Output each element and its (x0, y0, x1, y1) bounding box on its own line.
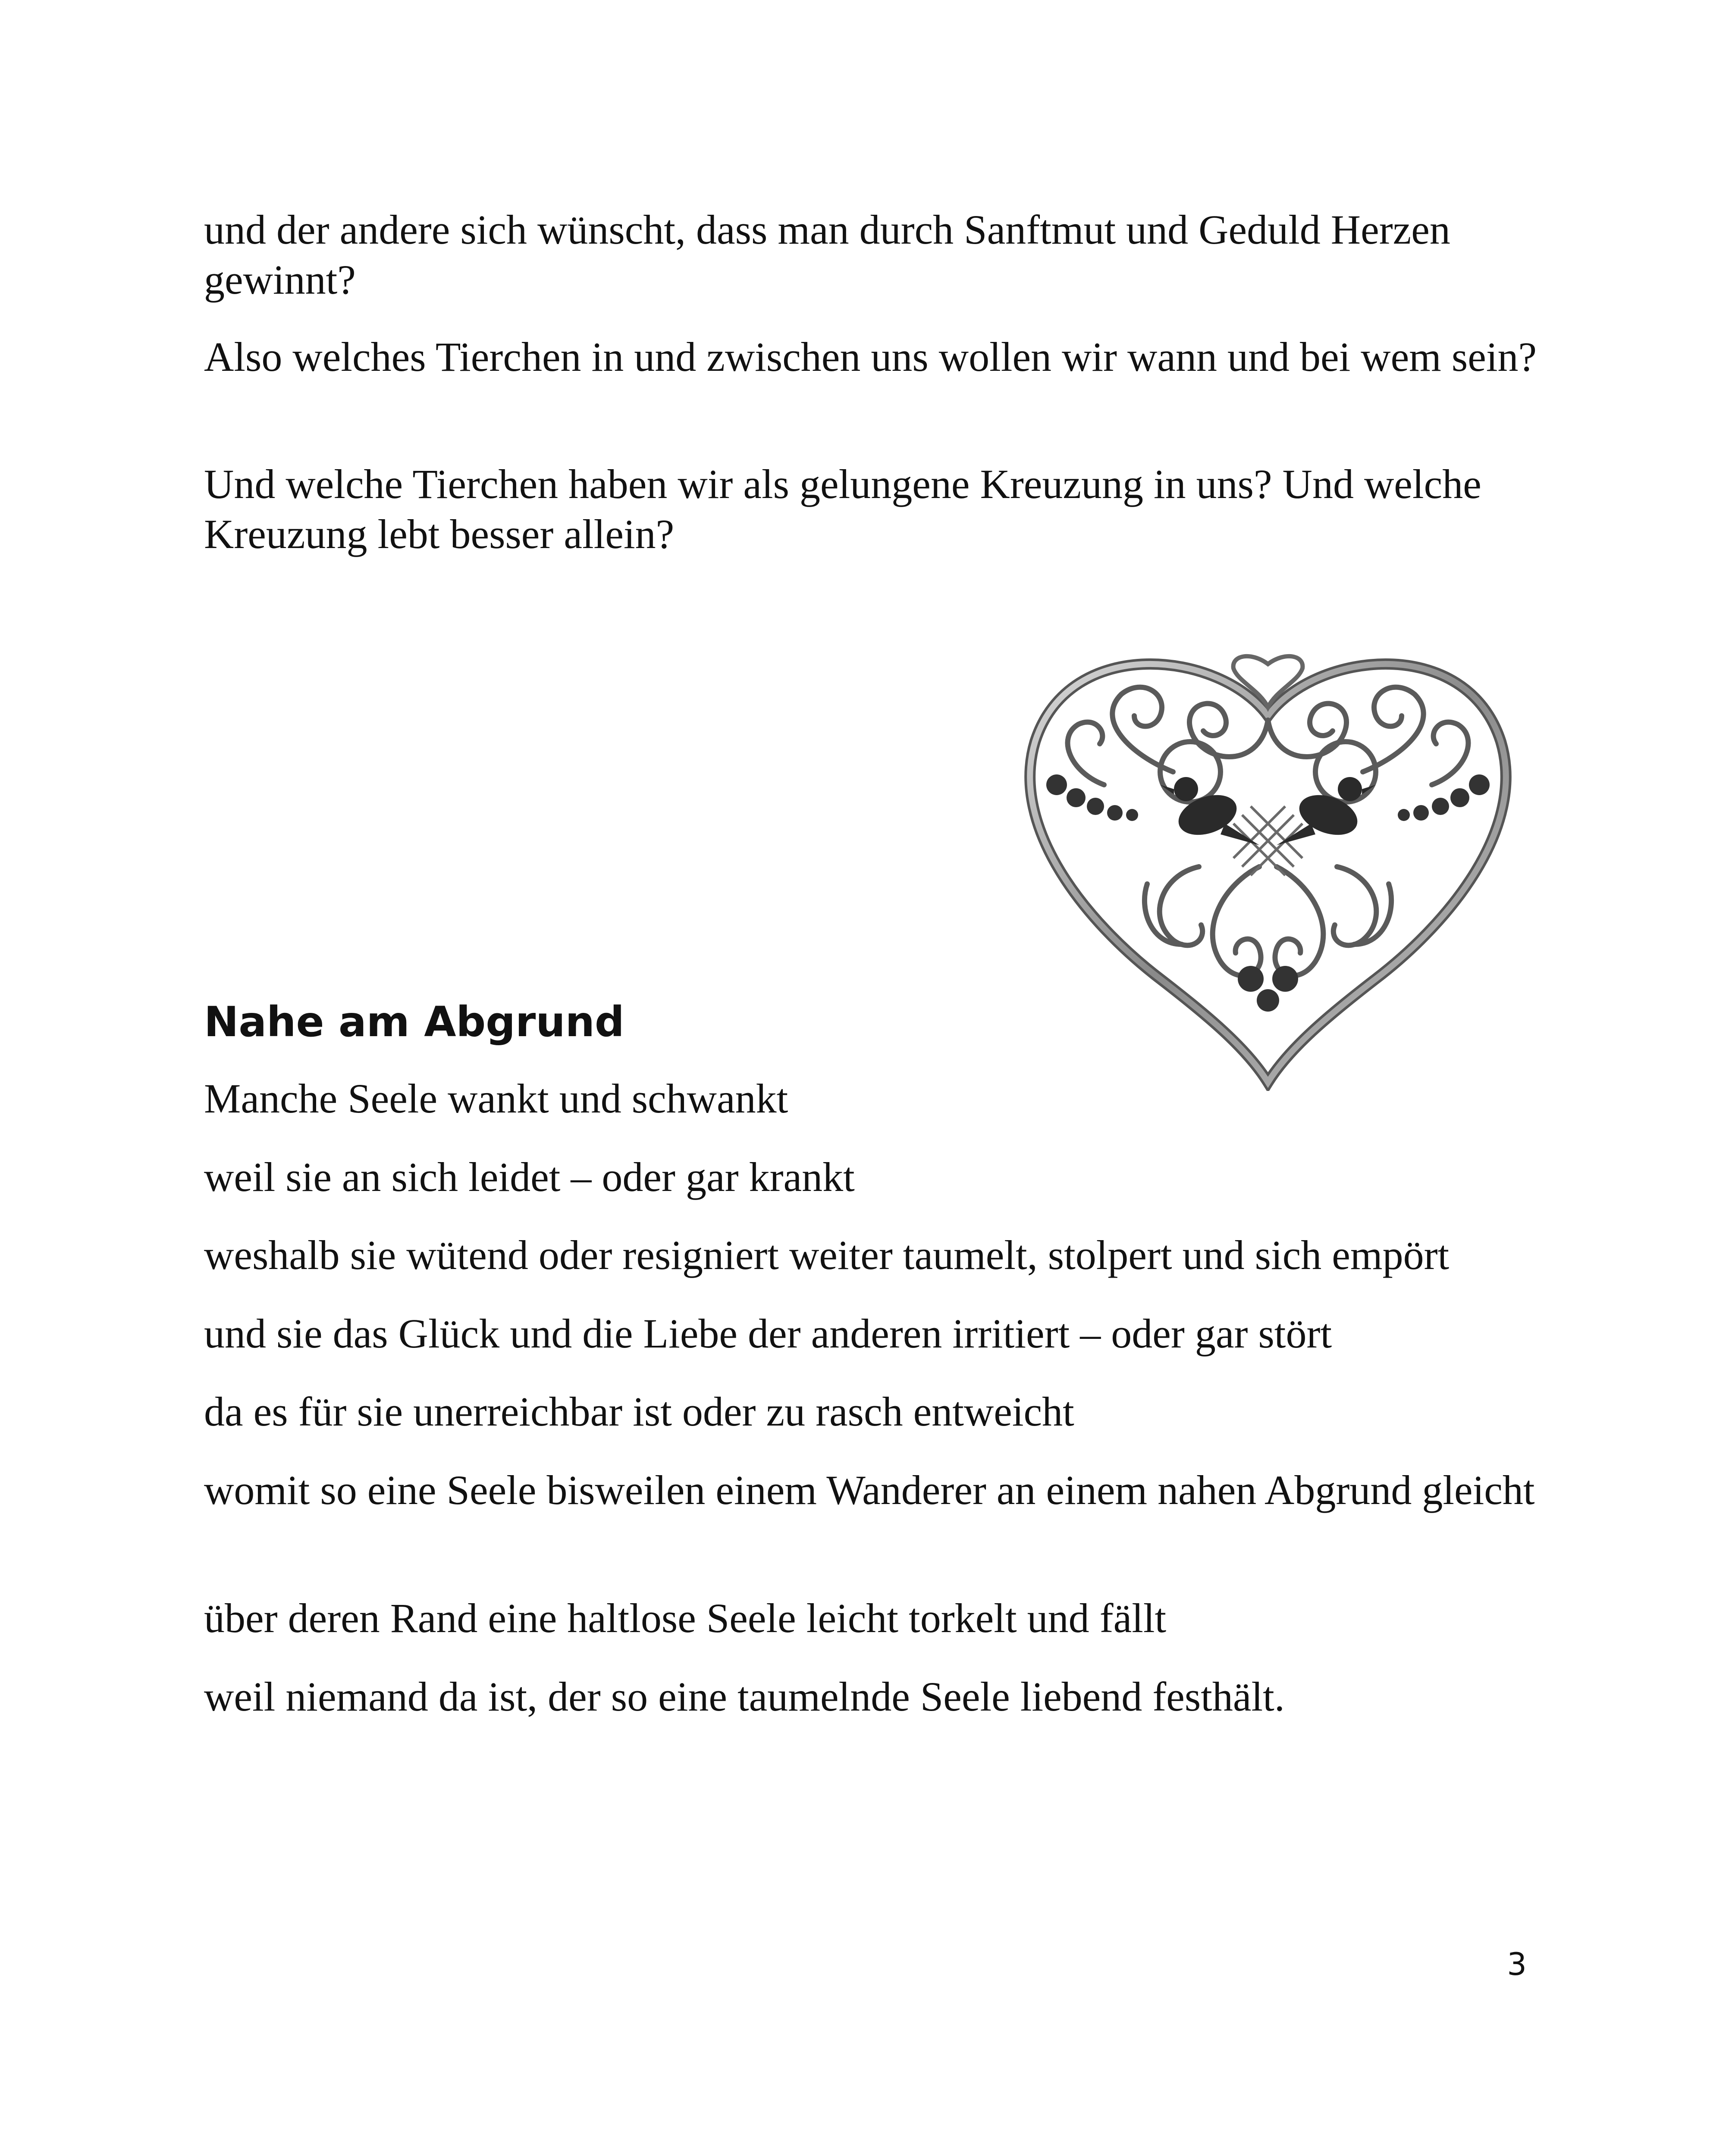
poem-line-2: weil sie an sich leidet – oder gar krankt (204, 1154, 855, 1200)
page-number: 3 (1507, 1946, 1527, 1982)
poem-line-4: und sie das Glück und die Liebe der anderen irritiert – oder gar stört (204, 1310, 1332, 1357)
poem-line-6: womit so eine Seele bisweilen einem Wanderer an einem nahen Abgrund gleicht (204, 1467, 1535, 1513)
poem-line-8: weil niemand da ist, der so eine taumelnde Seele liebend festhält. (204, 1673, 1285, 1720)
poem-line-5: da es für sie unerreichbar ist oder zu rasch entweicht (204, 1388, 1074, 1435)
poem-line-7: über deren Rand eine haltlose Seele leicht torkelt und fällt (204, 1595, 1167, 1641)
intro-paragraph-2: Also welches Tierchen in und zwischen uns wollen wir wann und bei wem sein? (204, 334, 1537, 380)
heart-ornament-icon (1018, 642, 1518, 1091)
poem-line-1: Manche Seele wankt und schwankt (204, 1075, 788, 1122)
intro-paragraph-3: Und welche Tierchen haben wir als gelungene Kreuzung in uns? Und welche Kreuzung lebt besser allein? (204, 461, 1481, 557)
poem-title: Nahe am Abgrund (204, 998, 624, 1046)
poem-line-3: weshalb sie wütend oder resigniert weiter taumelt, stolpert und sich empört (204, 1232, 1450, 1278)
intro-paragraph-1: und der andere sich wünscht, dass man durch Sanftmut und Geduld Herzen gewinnt? (204, 207, 1450, 303)
